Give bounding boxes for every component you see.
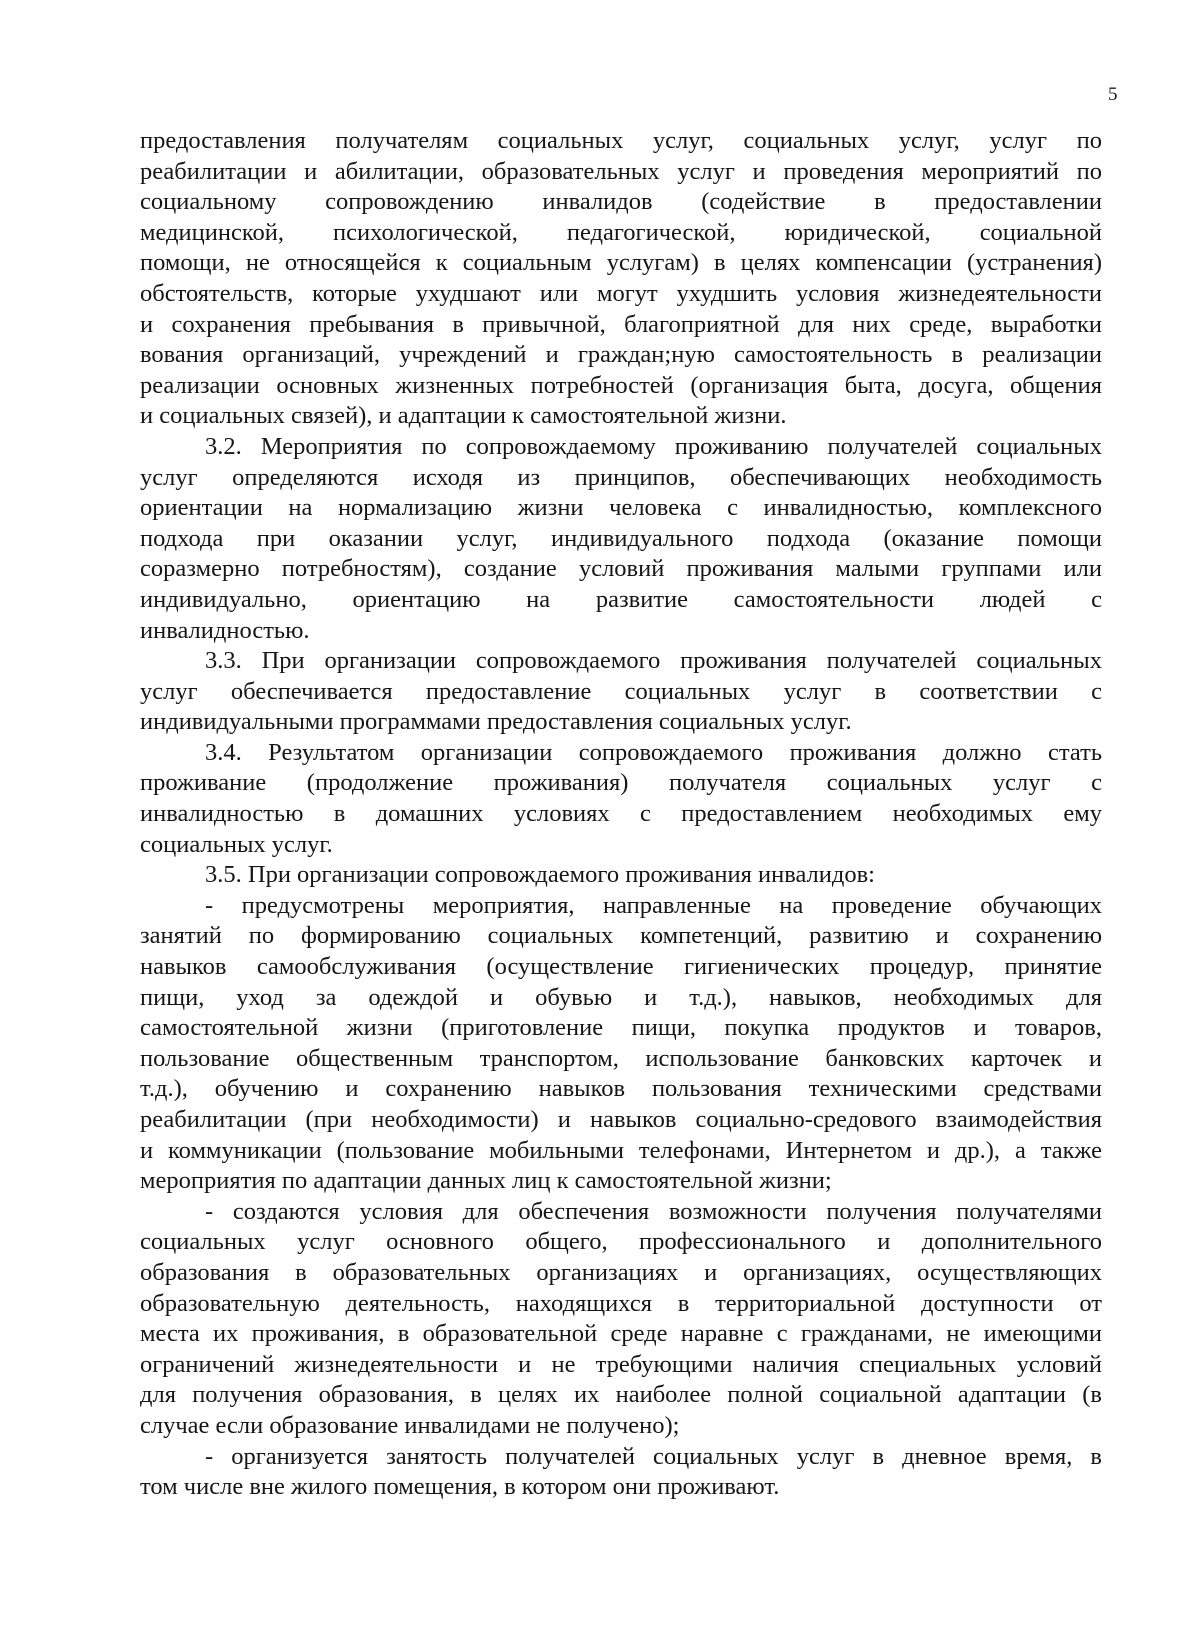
text-line: реализации основных жизненных потребностей (организация быта, досуга, общения xyxy=(140,371,1102,399)
text-line: реабилитации (при необходимости) и навыков социально-средового взаимодействия xyxy=(140,1106,1102,1133)
paragraph xyxy=(140,738,1102,860)
text-line: и сохранения пребывания в привычной, благоприятной для них среде, выработки xyxy=(140,310,1102,338)
text-line: образовательную деятельность, находящихся в территориальной доступности от xyxy=(140,1289,1102,1317)
text-line: - создаются условия для обеспечения возможности получения получателями xyxy=(205,1197,1102,1225)
text-line: обстоятельств, которые ухудшают или могут ухудшить условия жизнедеятельности xyxy=(140,279,1102,307)
text-line: инвалидностью. xyxy=(140,616,310,644)
text-line: ориентации на нормализацию жизни человека с инвалидностью, комплексного xyxy=(140,494,1102,522)
text-line: индивидуальными программами предоставления социальных услуг. xyxy=(140,708,852,736)
text-line: реабилитации и абилитации, образовательных услуг и проведения мероприятий по xyxy=(140,157,1102,185)
text-line: 3.2. Мероприятия по сопровождаемому проживанию получателей социальных xyxy=(205,432,1102,460)
text-line: социальных услуг основного общего, профессионального и дополнительного xyxy=(140,1228,1102,1256)
text-line: том числе вне жилого помещения, в котором они проживают. xyxy=(140,1473,780,1501)
text-line: ограничений жизнедеятельности и не требующими наличия специальных условий xyxy=(140,1350,1102,1378)
text-line: образования в образовательных организациях и организациях, осуществляющих xyxy=(140,1258,1102,1286)
text-line: индивидуально, ориентацию на развитие самостоятельности людей с xyxy=(140,585,1102,613)
text-line: социальных услуг. xyxy=(140,830,333,858)
paragraph xyxy=(140,860,1102,891)
text-line: услуг определяются исходя из принципов, обеспечивающих необходимость xyxy=(140,463,1102,491)
text-line: т.д.), обучению и сохранению навыков пользования техническими средствами xyxy=(140,1075,1102,1103)
text-line: медицинской, психологической, педагогической, юридической, социальной xyxy=(140,218,1102,246)
text-line: социальному сопровождению инвалидов (содействие в предоставлении xyxy=(140,188,1102,216)
text-line: случае если образование инвалидами не получено); xyxy=(140,1411,680,1439)
text-line: и коммуникации (пользование мобильными телефонами, Интернетом и др.), а также xyxy=(140,1136,1102,1164)
text-line: подхода при оказании услуг, индивидуального подхода (оказание помощи xyxy=(140,524,1102,552)
text-line: инвалидностью в домашних условиях с предоставлением необходимых ему xyxy=(140,800,1102,828)
paragraph xyxy=(140,432,1102,646)
text-line: навыков самообслуживания (осуществление гигиенических процедур, принятие xyxy=(140,953,1102,981)
paragraph xyxy=(140,126,1102,432)
text-line: занятий по формированию социальных компетенций, развитию и сохранению xyxy=(140,922,1102,950)
page-number: 5 xyxy=(1108,84,1118,105)
text-line: места их проживания, в образовательной среде наравне с гражданами, не имеющими xyxy=(140,1320,1102,1348)
text-line: и социальных связей), и адаптации к самостоятельной жизни. xyxy=(140,402,787,430)
paragraph xyxy=(140,891,1102,1197)
text-line: помощи, не относящейся к социальным услугам) в целях компенсации (устранения) xyxy=(140,249,1102,277)
text-line: вования организаций, учреждений и граждан;ную самостоятельность в реализации xyxy=(140,341,1102,369)
text-line: 3.3. При организации сопровождаемого проживания получателей социальных xyxy=(205,647,1102,675)
text-line: пользование общественным транспортом, использование банковских карточек и xyxy=(140,1044,1102,1072)
paragraph xyxy=(140,1197,1102,1442)
text-line: пищи, уход за одеждой и обувью и т.д.), навыков, необходимых для xyxy=(140,983,1102,1011)
text-line: - предусмотрены мероприятия, направленные на проведение обучающих xyxy=(205,891,1102,919)
text-line: услуг обеспечивается предоставление социальных услуг в соответствии с xyxy=(140,677,1102,705)
text-line: мероприятия по адаптации данных лиц к самостоятельной жизни; xyxy=(140,1167,832,1195)
text-line: - организуется занятость получателей социальных услуг в дневное время, в xyxy=(205,1442,1102,1470)
text-line: 3.5. При организации сопровождаемого проживания инвалидов: xyxy=(205,861,875,889)
text-line: соразмерно потребностям), создание условий проживания малыми группами или xyxy=(140,555,1102,583)
text-line: самостоятельной жизни (приготовление пищи, покупка продуктов и товаров, xyxy=(140,1014,1102,1042)
paragraph xyxy=(140,1442,1102,1503)
paragraph xyxy=(140,646,1102,738)
document-body xyxy=(140,126,1102,1503)
text-line: 3.4. Результатом организации сопровождаемого проживания должно стать xyxy=(205,738,1102,766)
text-line: проживание (продолжение проживания) получателя социальных услуг с xyxy=(140,769,1102,797)
text-line: предоставления получателям социальных услуг, социальных услуг, услуг по xyxy=(140,127,1102,154)
text-line: для получения образования, в целях их наиболее полной социальной адаптации (в xyxy=(140,1381,1102,1409)
